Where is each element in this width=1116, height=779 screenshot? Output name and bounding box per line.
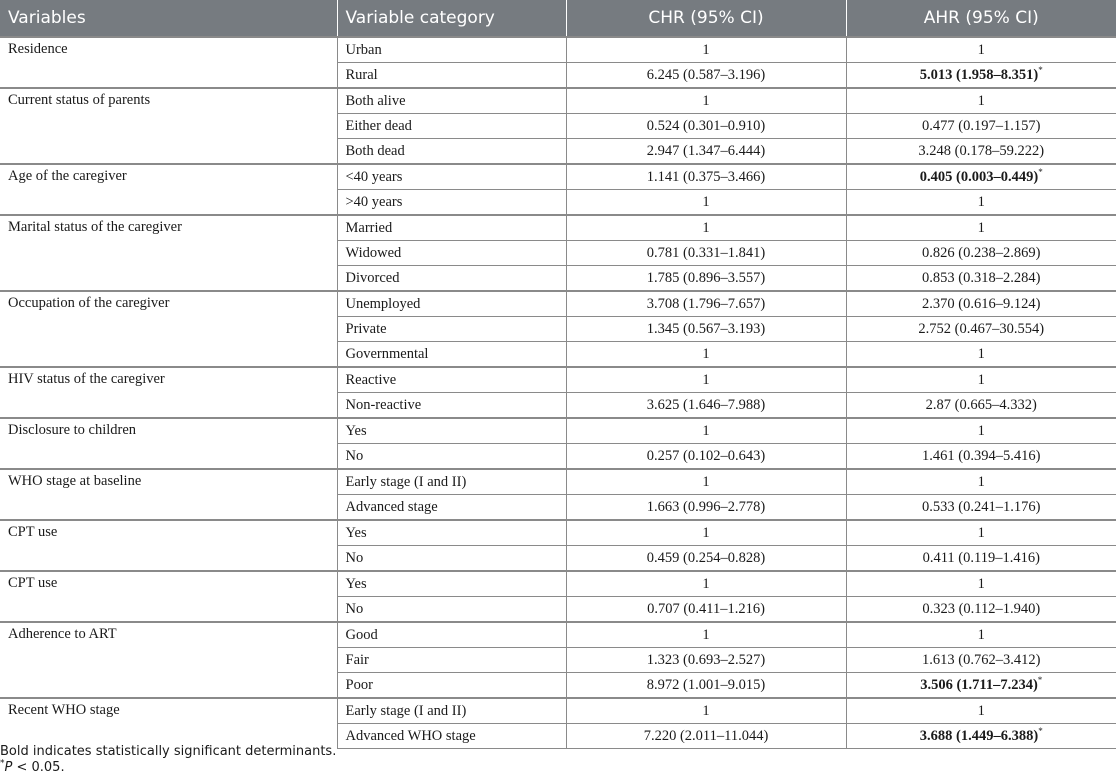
category-cell: Governmental (337, 342, 566, 368)
category-cell: Rural (337, 63, 566, 89)
ahr-cell: 0.477 (0.197–1.157) (846, 114, 1116, 139)
ahr-cell: 1 (846, 698, 1116, 724)
header-variables: Variables (0, 0, 337, 37)
category-cell: Fair (337, 648, 566, 673)
ahr-value: 3.506 (1.711–7.234) (920, 676, 1038, 693)
category-cell: Advanced WHO stage (337, 724, 566, 749)
ahr-cell (846, 724, 1116, 749)
variable-cell: Current status of parents (0, 88, 337, 164)
footnote-p-text: < 0.05. (12, 760, 65, 775)
table-row (0, 418, 1116, 444)
ahr-cell: 1 (846, 469, 1116, 495)
ahr-cell: 1 (846, 622, 1116, 648)
chr-cell: 1.323 (0.693–2.527) (566, 648, 846, 673)
ahr-cell (846, 673, 1116, 699)
category-cell: Married (337, 215, 566, 241)
category-cell: Yes (337, 520, 566, 546)
variable-cell: CPT use (0, 520, 337, 571)
chr-cell: 3.708 (1.796–7.657) (566, 291, 846, 317)
variable-cell: Adherence to ART (0, 622, 337, 698)
ahr-cell: 1 (846, 88, 1116, 114)
ahr-cell: 0.853 (0.318–2.284) (846, 266, 1116, 292)
category-cell: Both alive (337, 88, 566, 114)
ahr-cell: 0.533 (0.241–1.176) (846, 495, 1116, 521)
table-row (0, 88, 1116, 114)
ahr-cell: 3.248 (0.178–59.222) (846, 139, 1116, 165)
category-cell: >40 years (337, 190, 566, 216)
category-cell: Good (337, 622, 566, 648)
chr-cell: 1.785 (0.896–3.557) (566, 266, 846, 292)
category-cell: No (337, 597, 566, 623)
ahr-cell: 1.613 (0.762–3.412) (846, 648, 1116, 673)
category-cell: <40 years (337, 164, 566, 190)
chr-cell: 0.524 (0.301–0.910) (566, 114, 846, 139)
variable-cell: WHO stage at baseline (0, 469, 337, 520)
category-cell: Yes (337, 418, 566, 444)
chr-cell: 8.972 (1.001–9.015) (566, 673, 846, 699)
chr-cell: 0.257 (0.102–0.643) (566, 444, 846, 470)
chr-cell: 3.625 (1.646–7.988) (566, 393, 846, 419)
chr-cell: 0.781 (0.331–1.841) (566, 241, 846, 266)
category-cell: No (337, 546, 566, 572)
chr-cell: 7.220 (2.011–11.044) (566, 724, 846, 749)
ahr-value: 0.405 (0.003–0.449) (919, 168, 1039, 185)
chr-cell: 1 (566, 418, 846, 444)
category-cell: Unemployed (337, 291, 566, 317)
category-cell: Reactive (337, 367, 566, 393)
chr-cell: 1.663 (0.996–2.778) (566, 495, 846, 521)
footnote-marker: * (0, 758, 5, 769)
ahr-cell: 1 (846, 520, 1116, 546)
chr-cell: 2.947 (1.347–6.444) (566, 139, 846, 165)
table-row (0, 469, 1116, 495)
variable-cell: Recent WHO stage (0, 698, 337, 749)
ahr-cell: 1 (846, 418, 1116, 444)
ahr-cell: 0.323 (0.112–1.940) (846, 597, 1116, 623)
chr-cell: 1 (566, 698, 846, 724)
header-variable-category: Variable category (337, 0, 566, 37)
variable-cell: Residence (0, 37, 337, 88)
ahr-cell: 0.826 (0.238–2.869) (846, 241, 1116, 266)
variable-cell: Marital status of the caregiver (0, 215, 337, 291)
variable-cell: Disclosure to children (0, 418, 337, 469)
chr-cell: 1 (566, 37, 846, 63)
chr-cell: 1 (566, 367, 846, 393)
ahr-cell: 1 (846, 571, 1116, 597)
table-row (0, 622, 1116, 648)
footnote-bold: Bold indicates statistically significant determinants. (0, 744, 337, 759)
category-cell: No (337, 444, 566, 470)
ahr-value: 3.688 (1.449–6.388) (919, 727, 1039, 744)
variable-cell: Occupation of the caregiver (0, 291, 337, 367)
footnote-p-var: P (4, 760, 13, 775)
category-cell: Urban (337, 37, 566, 63)
table-row (0, 520, 1116, 546)
category-cell: Poor (337, 673, 566, 699)
ahr-cell: 1 (846, 190, 1116, 216)
chr-cell: 1 (566, 190, 846, 216)
category-cell: Divorced (337, 266, 566, 292)
ahr-cell: 1.461 (0.394–5.416) (846, 444, 1116, 470)
ahr-cell: 2.370 (0.616–9.124) (846, 291, 1116, 317)
variable-cell: HIV status of the caregiver (0, 367, 337, 418)
variable-cell: Age of the caregiver (0, 164, 337, 215)
category-cell: Advanced stage (337, 495, 566, 521)
ahr-cell: 1 (846, 367, 1116, 393)
category-cell: Early stage (I and II) (337, 469, 566, 495)
chr-cell: 1 (566, 571, 846, 597)
significance-marker: * (1038, 166, 1043, 177)
table-row (0, 571, 1116, 597)
table-body (0, 37, 1116, 749)
category-cell: Private (337, 317, 566, 342)
chr-cell: 1 (566, 469, 846, 495)
table-row (0, 37, 1116, 63)
category-cell: Non-reactive (337, 393, 566, 419)
chr-cell: 1 (566, 88, 846, 114)
table-row (0, 367, 1116, 393)
category-cell: Early stage (I and II) (337, 698, 566, 724)
chr-cell: 1.345 (0.567–3.193) (566, 317, 846, 342)
header-row (0, 0, 1116, 37)
header-ahr: AHR (95% CI) (846, 0, 1116, 37)
ahr-cell: 2.752 (0.467–30.554) (846, 317, 1116, 342)
table-row (0, 215, 1116, 241)
significance-marker: * (1038, 64, 1043, 75)
chr-cell: 0.707 (0.411–1.216) (566, 597, 846, 623)
category-cell: Both dead (337, 139, 566, 165)
ahr-cell (846, 164, 1116, 190)
ahr-cell: 0.411 (0.119–1.416) (846, 546, 1116, 572)
chr-cell: 1.141 (0.375–3.466) (566, 164, 846, 190)
chr-cell: 1 (566, 215, 846, 241)
variable-cell: CPT use (0, 571, 337, 622)
chr-cell: 6.245 (0.587–3.196) (566, 63, 846, 89)
category-cell: Widowed (337, 241, 566, 266)
category-cell: Yes (337, 571, 566, 597)
category-cell: Either dead (337, 114, 566, 139)
chr-cell: 1 (566, 342, 846, 368)
table-row (0, 698, 1116, 724)
significance-marker: * (1038, 725, 1043, 736)
ahr-cell: 1 (846, 215, 1116, 241)
table-row (0, 164, 1116, 190)
chr-cell: 0.459 (0.254–0.828) (566, 546, 846, 572)
significance-marker: * (1037, 674, 1043, 685)
footnote-p-value (0, 760, 65, 775)
chr-cell: 1 (566, 622, 846, 648)
chr-cell: 1 (566, 520, 846, 546)
ahr-cell: 1 (846, 37, 1116, 63)
ahr-value: 5.013 (1.958–8.351) (919, 66, 1039, 83)
ahr-cell: 2.87 (0.665–4.332) (846, 393, 1116, 419)
ahr-cell (846, 63, 1116, 89)
table-row (0, 291, 1116, 317)
ahr-cell: 1 (846, 342, 1116, 368)
header-chr: CHR (95% CI) (566, 0, 846, 37)
